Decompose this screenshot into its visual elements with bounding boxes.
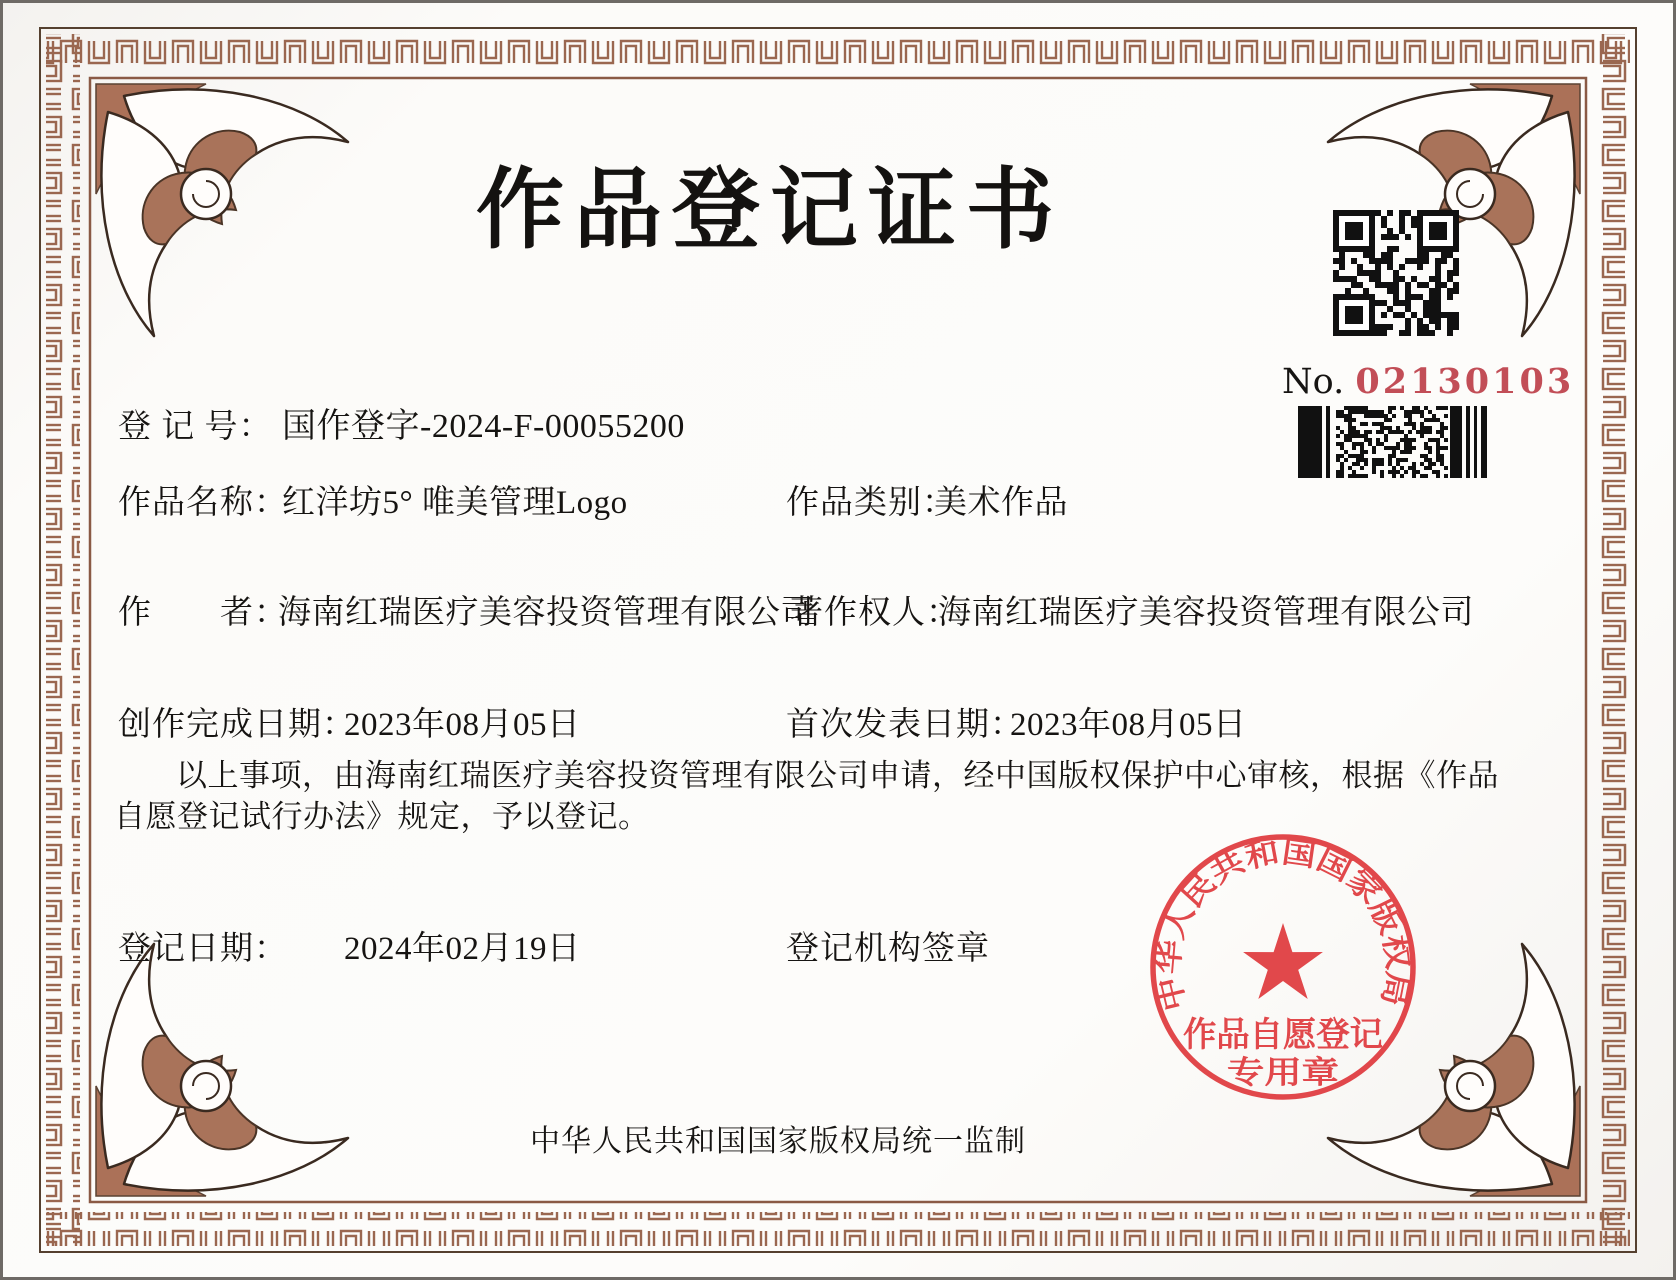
border-band-bottom — [46, 1212, 1630, 1246]
qr-code-icon — [1333, 210, 1459, 336]
rights-holder-label: 著作权人： — [790, 595, 960, 631]
border-band-top — [46, 34, 1630, 68]
rights-holder-value: 海南红瑞医疗美容投资管理有限公司 — [938, 595, 1474, 631]
border-band-right — [1596, 34, 1630, 1246]
reg-date-value: 2024年02月19日 — [344, 931, 581, 967]
work-name-label: 作品名称： — [118, 485, 288, 521]
official-seal-stamp — [1133, 817, 1433, 1117]
footer-issuer-line: 中华人民共和国国家版权局统一监制 — [530, 1125, 1026, 1158]
registration-statement: 以上事项，由海南红瑞医疗美容投资管理有限公司申请，经中国版权保护中心审核，根据《作品自愿登记试行办法》规定，予以登记。 — [114, 758, 1499, 834]
corner-ornament-top-left — [96, 84, 348, 336]
reg-date-label: 登记日期： — [118, 931, 288, 967]
serial-prefix: No. — [1282, 362, 1345, 402]
author-label: 作 者： — [118, 595, 288, 631]
seal-line1: 作品自愿登记 — [1183, 1017, 1387, 1054]
seal-line2: 专用章 — [1227, 1055, 1339, 1090]
serial-number: 02130103 — [1355, 361, 1575, 402]
certificate-title: 作品登记证书 — [475, 163, 1064, 260]
reg-no-value: 国作登字-2024-F-00055200 — [282, 408, 685, 445]
work-name-value: 红洋坊5° 唯美管理Logo — [282, 485, 628, 521]
border-band-left — [46, 34, 80, 1246]
serial-line — [1282, 361, 1574, 402]
work-type-value: 美术作品 — [934, 485, 1068, 521]
author-value: 海南红瑞医疗美容投资管理有限公司 — [278, 595, 814, 631]
reg-no-label: 登 记 号： — [118, 409, 273, 445]
publish-date-label: 首次发表日期： — [786, 707, 1024, 743]
creation-date-value: 2023年08月05日 — [344, 707, 581, 743]
work-type-label: 作品类别： — [786, 485, 956, 521]
creation-date-label: 创作完成日期： — [118, 707, 356, 743]
publish-date-value: 2023年08月05日 — [1010, 707, 1247, 743]
star-icon — [1243, 923, 1323, 999]
seal-ring-text: 中华人民共和国国家版权局 — [1152, 835, 1414, 1014]
barcode-icon — [1298, 406, 1488, 478]
signature-label: 登记机构签章 — [786, 931, 990, 967]
corner-ornament-bottom-left — [96, 944, 348, 1196]
